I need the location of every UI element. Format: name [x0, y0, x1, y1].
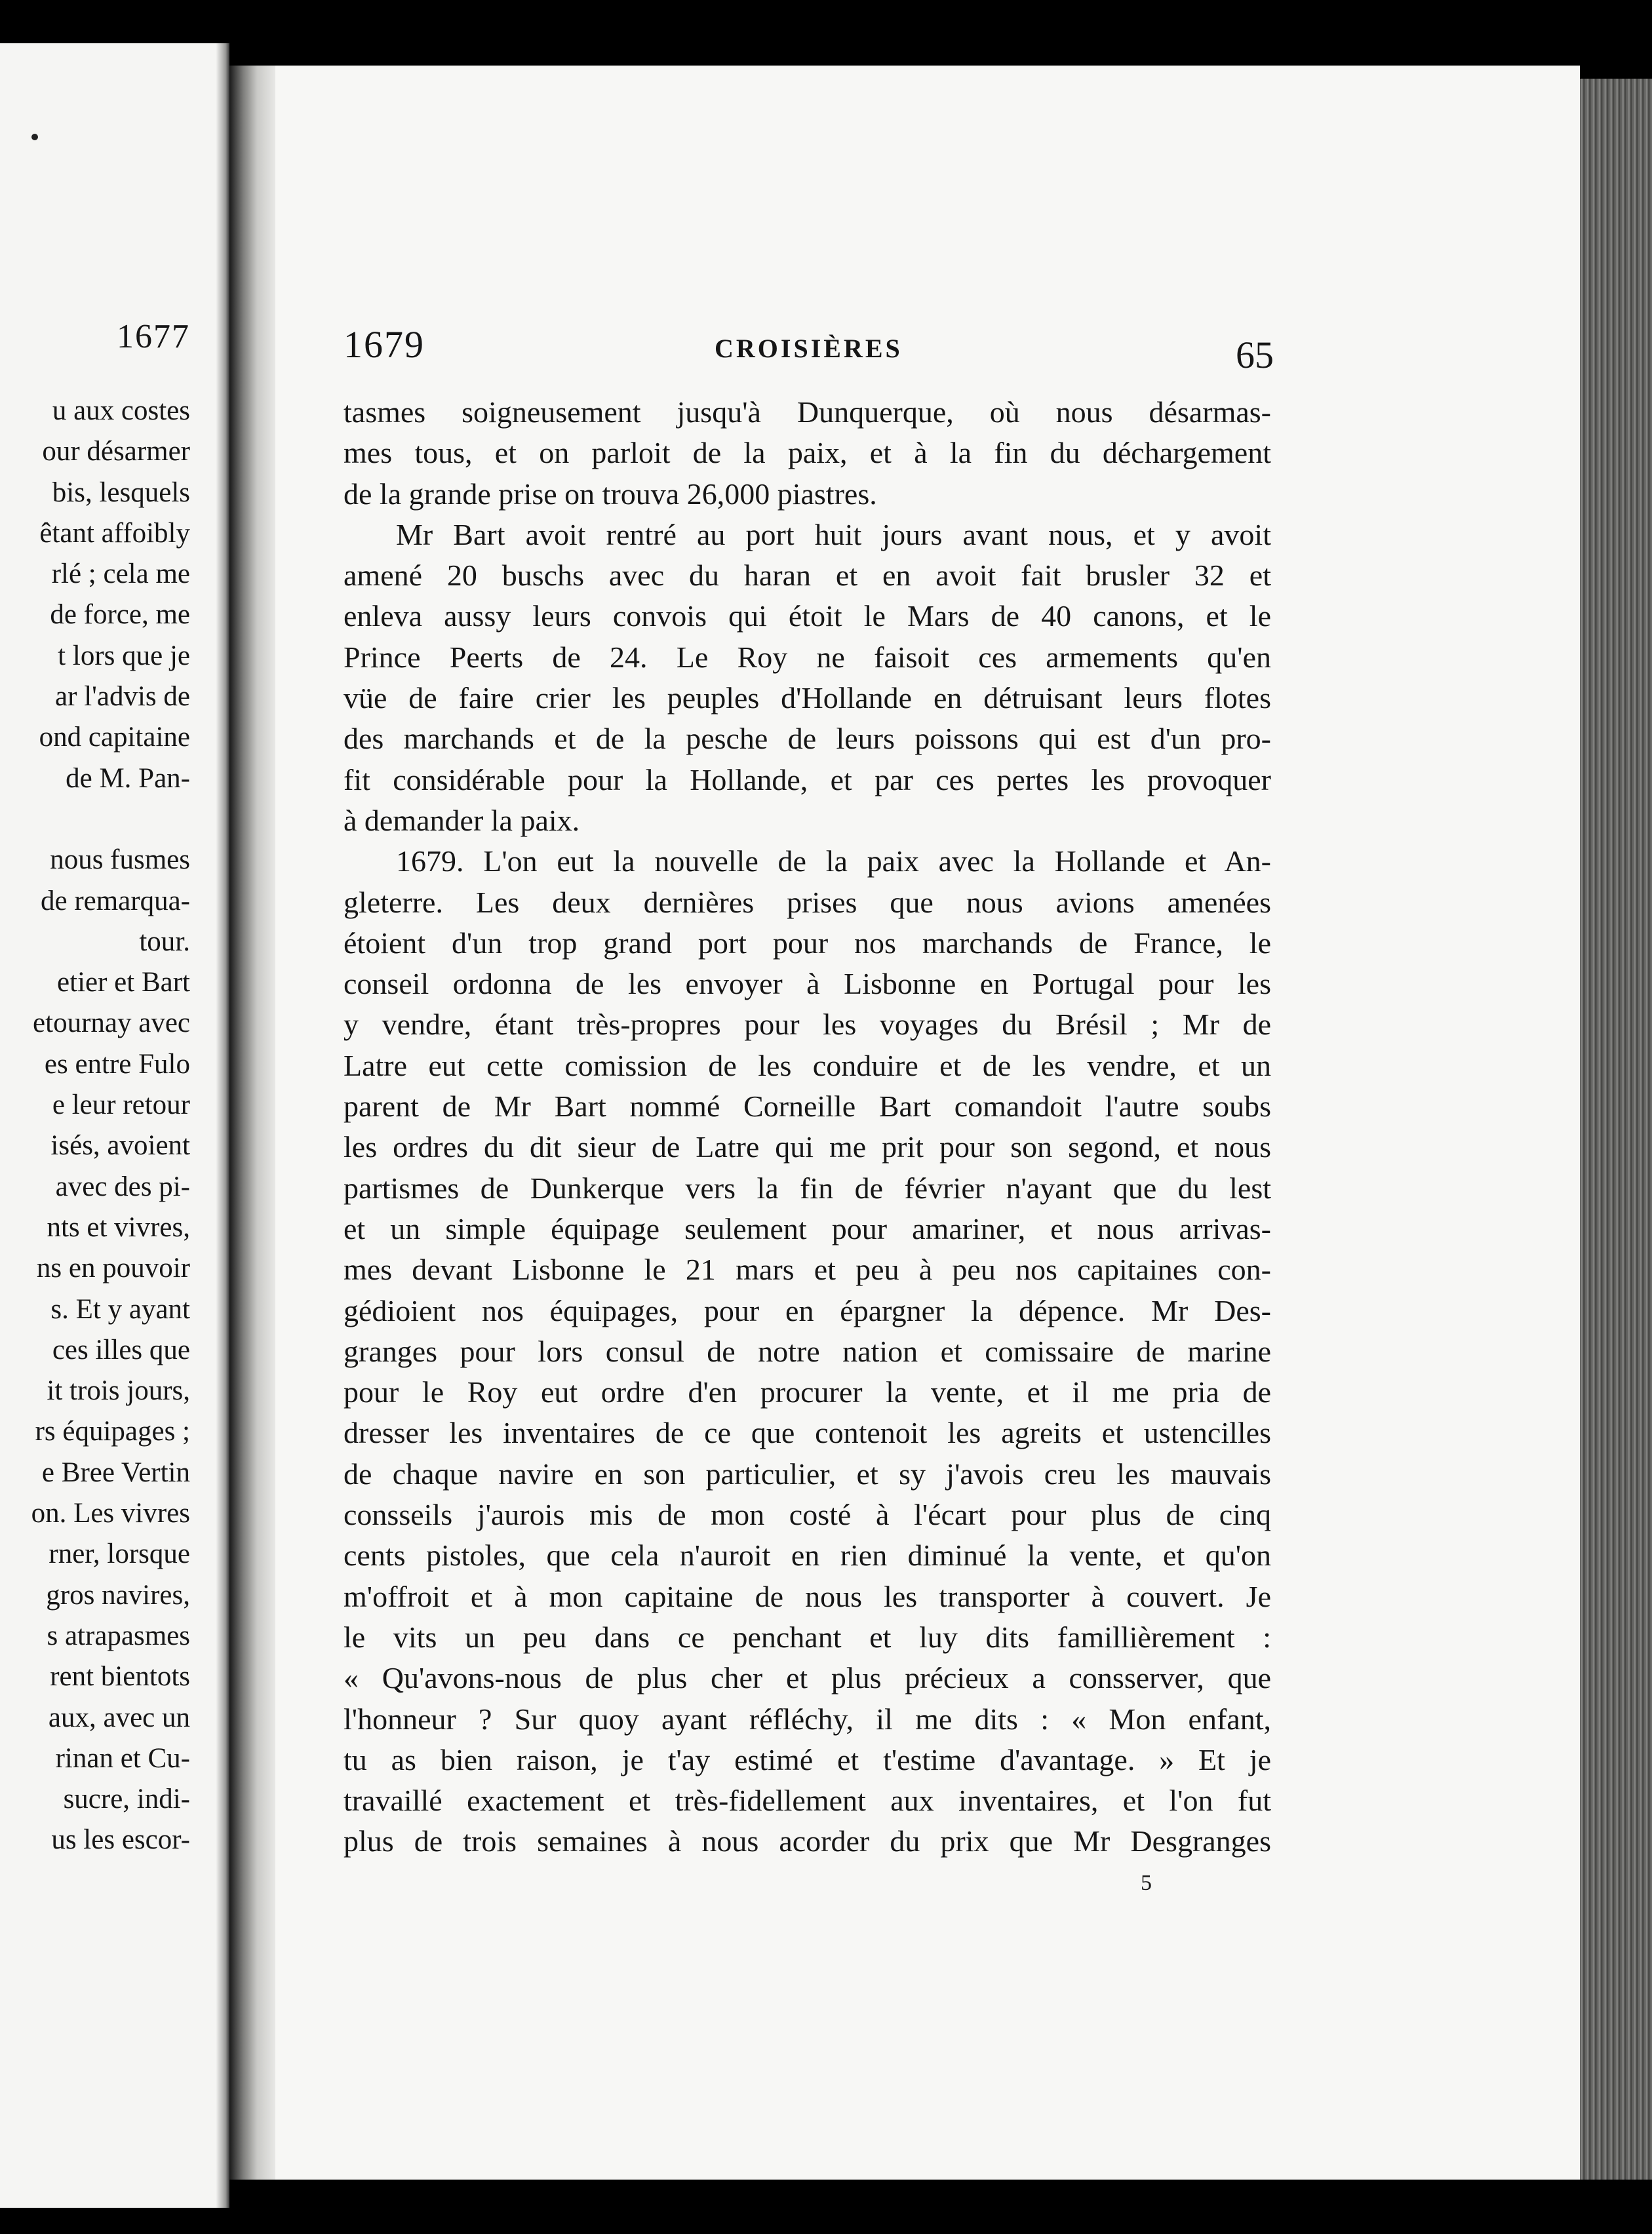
text-line: des marchands et de la pesche de leurs poissons qui est d'un pro- — [344, 722, 1271, 756]
text-line: ces illes que — [52, 1334, 190, 1365]
text-line: et un simple équipage seulement pour amariner, et nous arrivas- — [344, 1211, 1271, 1245]
text-line: our désarmer — [42, 436, 190, 467]
text-line: nts et vivres, — [47, 1211, 190, 1243]
text-line: etournay avec — [33, 1008, 190, 1039]
text-line: vüe de faire crier les peuples d'Hollande en détruisant leurs flotes — [344, 681, 1271, 715]
text-line: rinan et Cu- — [55, 1742, 190, 1774]
text-line: de force, me — [50, 599, 190, 631]
text-line: mes tous, et on parloit de la paix, et à la fin du déchargement — [344, 436, 1271, 470]
text-line: es entre Fulo — [44, 1048, 190, 1080]
text-line: y vendre, étant très-propres pour les voyages du Brésil ; Mr de — [344, 1008, 1271, 1042]
text-line: plus de trois semaines à nous acorder du prix que Mr Desgranges — [344, 1824, 1271, 1858]
running-title: CROISIÈRES — [715, 334, 903, 363]
text-line: u aux costes — [52, 395, 190, 426]
text-line: conseil ordonna de les envoyer à Lisbonne en Portugal pour les — [344, 967, 1271, 1001]
text-line: êtant affoibly — [39, 517, 190, 549]
book-spine — [229, 66, 275, 2180]
text-line: gleterre. Les deux dernières prises que nous avions amenées — [344, 885, 1271, 919]
text-line: 1679. L'on eut la nouvelle de la paix avec la Hollande et An- — [396, 844, 1271, 878]
text-line: it trois jours, — [47, 1375, 190, 1407]
text-line: t lors que je — [58, 640, 190, 671]
text-line: pour le Roy eut ordre d'en procurer la vente, et il me pria de — [344, 1375, 1271, 1409]
left-page-text — [0, 391, 190, 1861]
text-line: dresser les inventaires de ce que contenoit les agreits et ustencilles — [344, 1416, 1271, 1450]
left-page-gutter-shadow — [216, 43, 229, 2208]
text-line: tu as bien raison, je t'ay estimé et t'estime d'avantage. » Et je — [344, 1742, 1271, 1776]
text-line: gédioient nos équipages, pour en épargner la dépence. Mr Des- — [344, 1293, 1271, 1327]
text-line: ond capitaine — [39, 722, 190, 753]
text-line: amené 20 buschs avec du haran et en avoit fait brusler 32 et — [344, 558, 1271, 593]
text-line: rlé ; cela me — [51, 558, 190, 590]
text-line: sucre, indi- — [63, 1784, 190, 1815]
text-line: isés, avoient — [50, 1130, 190, 1162]
text-line: ns en pouvoir — [36, 1253, 190, 1284]
text-line: partismes de Dunkerque vers la fin de février n'ayant que du lest — [344, 1171, 1271, 1205]
signature-mark: 5 — [1141, 1871, 1152, 1895]
text-line: à demander la paix. — [344, 803, 580, 837]
text-line: de remarqua- — [41, 885, 190, 916]
text-line: s atrapasmes — [47, 1620, 190, 1651]
text-line: rs équipages ; — [35, 1416, 190, 1447]
text-line: l'honneur ? Sur quoy ayant réfléchy, il me dits : « Mon enfant, — [344, 1702, 1271, 1736]
text-line: e leur retour — [52, 1089, 190, 1121]
text-line: rner, lorsque — [49, 1538, 190, 1570]
text-line: de la grande prise on trouva 26,000 piastres. — [344, 477, 877, 511]
text-line: de M. Pan- — [66, 762, 190, 794]
page-number: 65 — [1236, 334, 1274, 376]
text-line: etier et Bart — [57, 967, 190, 998]
text-line: consseils j'aurois mis de mon costé à l'écart pour plus de cinq — [344, 1498, 1271, 1532]
text-line: étoient d'un trop grand port pour nos marchands de France, le — [344, 926, 1271, 960]
ink-dot — [31, 134, 38, 140]
text-line: gros navires, — [46, 1579, 190, 1611]
right-page-body — [344, 392, 1271, 1862]
text-line: Prince Peerts de 24. Le Roy ne faisoit ces armements qu'en — [344, 640, 1271, 674]
text-line: m'offroit et à mon capitaine de nous les transporter à couvert. Je — [344, 1579, 1271, 1613]
text-line: tasmes soigneusement jusqu'à Dunquerque, où nous désarmas- — [344, 395, 1271, 429]
text-line: cents pistoles, que cela n'auroit en rien diminué la vente, et qu'on — [344, 1538, 1271, 1573]
text-line: enleva aussy leurs convois qui étoit le Mars de 40 canons, et le — [344, 599, 1271, 633]
text-line: bis, lesquels — [52, 477, 190, 508]
text-line: mes devant Lisbonne le 21 mars et peu à peu nos capitaines con- — [344, 1253, 1271, 1287]
text-line: avec des pi- — [55, 1171, 190, 1202]
left-page — [0, 43, 229, 2208]
text-line: « Qu'avons-nous de plus cher et plus précieux a consserver, que — [344, 1661, 1271, 1695]
text-line: us les escor- — [51, 1824, 190, 1856]
text-line: Mr Bart avoit rentré au port huit jours avant nous, et y avoit — [396, 517, 1271, 551]
text-line: les ordres du dit sieur de Latre qui me prit pour son segond, et nous — [344, 1130, 1271, 1164]
text-line: tour. — [139, 926, 190, 957]
text-line: travaillé exactement et très-fidellement aux inventaires, et l'on fut — [344, 1784, 1271, 1818]
page-edges — [1580, 79, 1652, 2180]
text-line: Latre eut cette comission de les conduire et de les vendre, et un — [344, 1048, 1271, 1082]
text-line: de chaque navire en son particulier, et sy j'avois creu les mauvais — [344, 1457, 1271, 1491]
text-line: le vits un peu dans ce penchant et luy dits famillièrement : — [344, 1620, 1271, 1654]
text-line: fit considérable pour la Hollande, et par ces pertes les provoquer — [344, 762, 1271, 796]
text-line: rent bientots — [50, 1661, 190, 1693]
text-line: parent de Mr Bart nommé Corneille Bart comandoit l'autre soubs — [344, 1089, 1271, 1124]
right-page-header-year: 1679 — [344, 323, 425, 366]
text-line: granges pour lors consul de notre nation et comissaire de marine — [344, 1334, 1271, 1368]
text-line: aux, avec un — [48, 1702, 190, 1733]
left-page-header-year: 1677 — [117, 318, 190, 355]
text-line: e Bree Vertin — [41, 1457, 190, 1488]
text-line — [0, 799, 190, 840]
text-line: on. Les vivres — [31, 1498, 190, 1529]
text-line: s. Et y ayant — [50, 1293, 190, 1325]
text-line: nous fusmes — [50, 844, 190, 876]
text-line: ar l'advis de — [55, 681, 190, 713]
